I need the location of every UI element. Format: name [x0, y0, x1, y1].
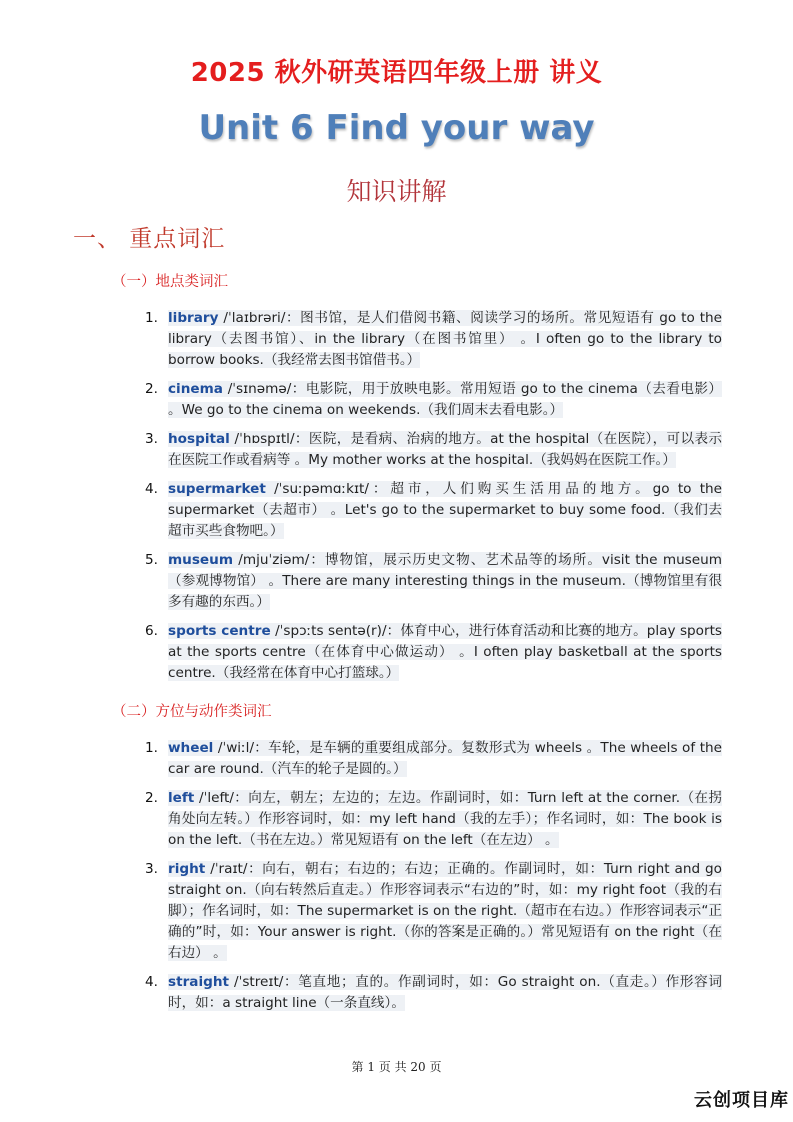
vocab-word: hospital	[168, 431, 230, 447]
list-item	[140, 550, 722, 613]
unit-title: Unit 6 Find your way	[198, 108, 595, 148]
section-title: 知识讲解	[346, 177, 447, 206]
vocab-word: straight	[168, 974, 230, 990]
vocab-explanation: /ˈraɪt/：向右，朝右；右边的；右边；正确的。作副词时，如：Turn right and go straight on.（向右转然后直走。）作形容词表示“右边的”时，如：my right foot（我的右脚）；作名词时，如：The supermarket is on the right.（超市在右边。）作形容词表示“正确的”时，如：Your answer is right.（你的答案是正确的。）常见短语有 on the right（在右边） 。	[168, 861, 722, 961]
subsection-heading-places: （一）地点类词汇	[112, 274, 228, 290]
item-number: 4.	[145, 974, 158, 990]
vocab-explanation: /ˈspɔːts sentə(r)/：体育中心，进行体育活动和比赛的地方。play sports at the sports centre（在体育中心做运动） 。I often play basketball at the sports centre.（我经常在体育中心打篮球。）	[168, 623, 722, 681]
list-item	[140, 859, 722, 964]
title-year: 2025	[190, 58, 266, 88]
vocab-explanation: /ˈwiːl/：车轮，是车辆的重要组成部分。复数形式为 wheels 。The wheels of the car are round.（汽车的轮子是圆的。）	[168, 740, 722, 777]
vocab-explanation: /ˈhɒspɪtl/：医院，是看病、治病的地方。at the hospital（在医院），可以表示在医院工作或看病等 。My mother works at the hospital.（我妈妈在医院工作。）	[168, 431, 722, 468]
item-number: 3.	[145, 431, 158, 447]
item-number: 4.	[145, 481, 158, 497]
vocab-explanation: /ˈleft/：向左，朝左；左边的；左边。作副词时，如：Turn left at the corner.（在拐角处向左转。）作形容词时，如：my left hand（我的左手）；作名词时，如：The book is on the left.（书在左边。）常见短语有 on the left（在左边） 。	[168, 790, 722, 848]
list-item	[140, 479, 722, 542]
item-number: 1.	[145, 310, 158, 326]
item-number: 2.	[145, 790, 158, 806]
title-suffix: 讲义	[549, 58, 603, 88]
item-number: 3.	[145, 861, 158, 877]
vocab-explanation: /mjuˈziəm/：博物馆，展示历史文物、艺术品等的场所。visit the museum（参观博物馆） 。There are many interesting things in the museum.（博物馆里有很多有趣的东西。）	[168, 552, 722, 610]
part-heading: 一、 重点词汇	[73, 226, 226, 252]
title-main: 外研英语四年级上册	[301, 58, 540, 88]
item-number: 6.	[145, 623, 158, 639]
list-item	[140, 308, 722, 371]
subsection-heading-directions: （二）方位与动作类词汇	[112, 704, 272, 720]
list-item	[140, 429, 722, 471]
list-item	[140, 738, 722, 780]
vocab-word: right	[168, 861, 206, 877]
vocab-word: supermarket	[168, 481, 266, 497]
title-autumn: 秋	[274, 58, 302, 88]
list-item	[140, 379, 722, 421]
vocab-word: museum	[168, 552, 233, 568]
list-item	[140, 788, 722, 851]
item-number: 1.	[145, 740, 158, 756]
vocab-explanation: /ˈstreɪt/：笔直地；直的。作副词时，如：Go straight on.（直走。）作形容词时，如：a straight line（一条直线）。	[168, 974, 722, 1011]
item-number: 5.	[145, 552, 158, 568]
document-title	[0, 52, 793, 89]
watermark: 云创项目库	[694, 1090, 789, 1111]
vocab-explanation: /ˈsɪnəmə/：电影院，用于放映电影。常用短语 go to the cinema（去看电影） 。We go to the cinema on weekends.（我们周末去看电影。）	[168, 381, 722, 418]
vocab-word: library	[168, 310, 219, 326]
vocab-list-directions	[140, 738, 722, 1014]
list-item	[140, 621, 722, 684]
item-number: 2.	[145, 381, 158, 397]
vocab-word: left	[168, 790, 195, 806]
vocab-word: sports centre	[168, 623, 271, 639]
vocab-list-places	[140, 308, 722, 684]
vocab-explanation: /ˈlaɪbrəri/：图书馆，是人们借阅书籍、阅读学习的场所。常见短语有 go to the library（去图书馆）、in the library（在图书馆里） 。I often go to the library to borrow books.（我经常去图书馆借书。）	[168, 310, 722, 368]
list-item	[140, 972, 722, 1014]
vocab-word: wheel	[168, 740, 214, 756]
vocab-explanation: /ˈsuːpəmɑːkɪt/：超市，人们购买生活用品的地方。go to the supermarket（去超市） 。Let's go to the supermarket to buy some food.（我们去超市买些食物吧。）	[168, 481, 722, 539]
vocab-word: cinema	[168, 381, 223, 397]
page-footer: 第 1 页 共 20 页	[351, 1060, 442, 1074]
